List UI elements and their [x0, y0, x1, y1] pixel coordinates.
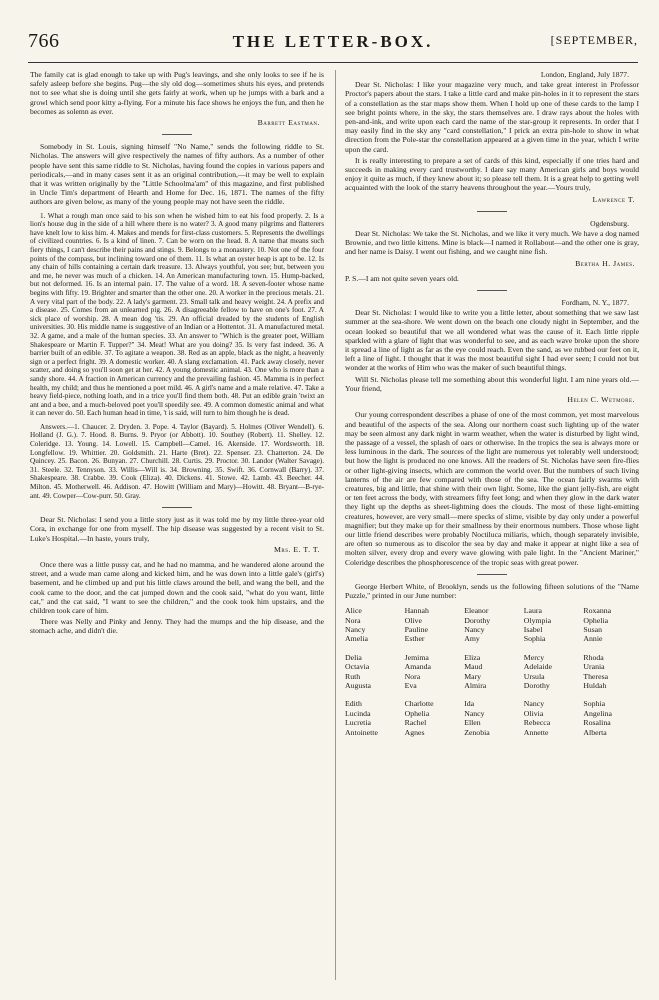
- name-solution-item: Adelaide: [523, 662, 552, 672]
- name-solution-group: [345, 699, 401, 737]
- name-solution-item: Lucinda: [345, 708, 371, 718]
- name-solution-item: Sophia: [583, 699, 606, 709]
- letter-paragraph: Will St. Nicholas please tell me something about this wonderful light. I am nine years old.—Your friend,: [345, 374, 639, 393]
- dateline: London, England, July 1877.: [540, 70, 629, 79]
- name-solution-group: [524, 606, 580, 644]
- name-solution-item: Olympia: [523, 615, 552, 625]
- name-solution-item: Esther: [404, 634, 425, 644]
- name-solution-item: Angelina: [583, 708, 612, 718]
- dateline: Fordham, N. Y., 1877.: [561, 298, 629, 308]
- name-solution-item: Dorothy: [464, 615, 491, 625]
- running-title: THE LETTER-BOX.: [232, 32, 434, 51]
- name-solution-item: Mercy: [523, 652, 545, 662]
- separator: [477, 574, 507, 575]
- name-solution-item: Almira: [464, 681, 487, 690]
- name-solution-item: Eliza: [464, 652, 481, 662]
- left-column: [30, 70, 324, 638]
- name-solution-item: Isabel: [523, 624, 543, 634]
- letter-paragraph: It is really interesting to prepare a set of cards of this kind, especially if one tries hard and succeeds in making every card trustworthy. I dare say many American girls and boys would enjoy it quite as much, if they knew about it; so please tell them. It is a great help to getting well acquainted with the look of the starry heavens throughout the year.—Yours truly,: [345, 155, 639, 193]
- riddle-intro: Somebody in St. Louis, signing himself "No Name," sends the following riddle to St. Nicholas. The answers will give respectively the names of fifty authors. As a number of other people have sent this same riddle to St. Nicholas, having found the copies in various papers and periodicals,—and in many cases sent it as an original contribution,—it may be well to explain that it was written originally by the "Little Schoolma'am" of this magazine, and first published in Uncle Tim's department of Hearth and Home for Dec. 16, 1871. The names of the fifty authors are given below, as many of the young people may not have seen the riddle.: [30, 142, 324, 207]
- letter-paragraph: Dear St. Nicholas: I send you a little story just as it was told me by my little three-year old Cora, in exchange for one from myself. The hip disease was suggested by a recent visit to St. Luke's Hospital.—In haste, yours truly,: [30, 515, 324, 543]
- name-solution-item: Ida: [464, 699, 475, 709]
- name-solution-group: [583, 699, 639, 737]
- signature: Lawrence T.: [592, 194, 635, 204]
- name-solution-item: Amelia: [345, 634, 368, 644]
- name-solution-item: Nancy: [523, 699, 545, 709]
- name-solution-group: [464, 699, 520, 737]
- name-solution-group: [405, 699, 461, 737]
- name-solution-item: Huldah: [583, 681, 607, 690]
- separator: [162, 134, 192, 135]
- name-solution-item: Eva: [404, 681, 417, 690]
- name-solution-item: Charlotte: [404, 699, 434, 709]
- letter-paragraph: Dear St. Nicholas: We take the St. Nicholas, and we like it very much. We have a dog named Brownie, and two little kittens. Mine is black—I named it Rollabout—and the other one is gray, and her name is Daisy. I went out fishing, and we caught nine fish.: [345, 229, 639, 257]
- name-solution-item: Roxanna: [583, 606, 612, 616]
- name-solution-item: Edith: [345, 699, 362, 709]
- name-solution-item: Olivia: [523, 708, 544, 718]
- name-solution-item: Annie: [583, 634, 603, 644]
- column-divider: [335, 70, 336, 980]
- name-solution-item: Susan: [583, 624, 603, 634]
- name-solution-item: Agnes: [404, 727, 425, 737]
- story-paragraph: There was Nelly and Pinky and Jenny. They had the mumps and the hip disease, and the stomach ache, and didn't die.: [30, 617, 324, 636]
- name-solution-item: Rebecca: [523, 718, 551, 728]
- name-solution-item: Dorothy: [523, 681, 550, 690]
- name-solution-item: Jemima: [404, 652, 429, 662]
- name-solution-item: Ophelia: [404, 708, 430, 718]
- name-solution-item: Augusta: [345, 681, 371, 690]
- name-solution-item: Ophelia: [583, 615, 609, 625]
- name-solution-item: Rhoda: [583, 652, 604, 662]
- name-solution-item: Nora: [345, 615, 361, 625]
- name-solution-item: Ursula: [523, 671, 545, 681]
- name-solution-item: Ruth: [345, 671, 361, 681]
- name-solution-item: Nora: [404, 671, 421, 681]
- name-solution-item: Octavia: [345, 662, 370, 672]
- name-puzzle-solutions: [345, 606, 639, 746]
- signature: Barrett Eastman.: [257, 118, 320, 128]
- name-solution-item: Maud: [464, 662, 483, 672]
- name-solution-item: Alberta: [583, 727, 607, 737]
- name-solution-group: [345, 606, 401, 644]
- page-header: [28, 30, 638, 56]
- name-solution-item: Zenobia: [464, 727, 490, 737]
- header-rule: [28, 62, 638, 63]
- name-solution-item: Theresa: [583, 671, 609, 681]
- name-solution-group: [583, 606, 639, 644]
- name-solution-item: Rosalina: [583, 718, 611, 728]
- name-solution-group: [345, 653, 401, 691]
- postscript: P. S.—I am not quite seven years old.: [345, 273, 459, 283]
- name-solution-item: Urania: [583, 662, 605, 672]
- story-paragraph: Once there was a little pussy cat, and he had no mamma, and he wandered alone around the street, and a wude man came along and kicked him, and he was down into a little gale's (girl's) basement, and he climbed up and put his little claws around the bell, and wang the bell, and the cook came to the door, and the cat jumped down and the cook said, "what do you want, little cat," and the cat said, "I want to see the children," and the cook took him upstairs, and the children took care of him.: [30, 560, 324, 616]
- name-solution-group: [583, 653, 639, 691]
- letter-paragraph: Dear St. Nicholas: I would like to write you a little letter, about something that we saw last summer at the sea-shore. We went down on the beach one cloudy night in September, and the ocean looked so beautiful that we all wondered what was the cause of it. Each little ripple sparkled with a glare of light that was wonderful to see, and as each wave broke upon the shore it spread a line of light as far as the eye could reach. Even the sand, as we rubbed our feet on it, left a line of light. I thought that it was the most beautiful sight I had ever seen; I could not but wonder at the works of Him who was the maker of such beautiful things.: [345, 308, 639, 373]
- separator: [162, 507, 192, 508]
- name-solution-group: [405, 653, 461, 691]
- signature: Helen C. Wetmore.: [567, 395, 635, 405]
- name-solution-group: [464, 653, 520, 691]
- name-solution-item: Nancy: [464, 708, 485, 718]
- name-solution-item: Eleanor: [464, 606, 489, 616]
- separator: [477, 211, 507, 212]
- name-solution-group: [405, 606, 461, 644]
- name-solution-item: Sophia: [523, 634, 546, 644]
- signature: Mrs. E. T. T.: [273, 544, 320, 554]
- name-solution-item: Nancy: [345, 624, 366, 634]
- name-solution-item: Lucretia: [345, 718, 371, 728]
- name-solution-item: Nancy: [464, 624, 485, 634]
- right-column: [345, 70, 639, 746]
- name-solution-item: Alice: [345, 606, 362, 616]
- letter-paragraph: Dear St. Nicholas: I like your magazine very much, and take great interest in Professor Proctor's papers about the stars. I take a little card and make pin-holes in it to represent the stars of a constellation as the star maps show them. When I hold up one of these cards to the lamp I see bright points where, in the sky, the stars themselves are. I draw rays about the holes with pen-and-ink, and write upon each card the name of the star-group it represents. In order that I may easily find in the sky any "card constellation," I prick an extra pin-hole to show in what direction from the Pole-star the constellation appeared at a given time in the year, which I write upon the card.: [345, 80, 639, 154]
- name-solution-item: Hannah: [404, 606, 429, 616]
- letter-paragraph: The family cat is glad enough to take up with Pug's leavings, and she only looks to see if he is safely asleep before she begins. Pug—the sly old dog—sometimes shuts his eyes, and pretends not to see what she is doing until she gets fairly at work, when up he jumps with a bark and a growl which send poor kitty a-flying. For a minute his face shows he enjoys the fun, and then he becomes as solemn as ever.: [30, 70, 324, 116]
- separator: [477, 290, 507, 291]
- name-solution-item: Rachel: [404, 718, 427, 728]
- riddle-text: 1. What a rough man once said to his son when he wished him to eat his food properly. 2. Is a lion's house dug in the side of a hill where there is no water? 3. A good many pilgrims and flatterers have knelt low to kiss him. 4. Makes and mends for first-class customers. 5. Represents the dwellings of civilized countries. 6. Is a kind of linen. 7. Can be worn on the head. 8. A name that means such fiery things, I can't describe their pains and stings. 9. Belongs to a monastery. 10. Not one of the four points of the compass, but inclining toward one of them. 11. Is what an oyster heap is apt to be. 12. Is any chain of hills containing a certain dark treasure. 13. Always youthful, you see; but, between you and me, he never was much of a chicken. 14. An American manufacturing town. 15. Hump-backed, but not deformed. 16. Is an internal pain. 17. The value of a word. 18. A seven-footer whose name begins with fifty. 19. Brighter and smarter than the other one. 20. A worker in the precious metals. 21. A very vital part of the body. 22. A lady's garment. 23. Small talk and heavy weight. 24. A prefix and a disease. 25. Comes from an unlearned pig. 26. A disagreeable fellow to have on one's foot. 27. A sick place of worship. 28. A mean dog 'tis. 29. An official dreaded by the students of English universities. 30. His middle name is suggestive of an Indian or a Hottentot. 31. A manufactured metal. 32. A game, and a male of the human species. 33. An answer to "Which is the greater poet, William Shakespeare or Martin F. Tupper?" 34. Meat! What are you doing? 35. Is very fast indeed. 36. A barrier built of an edible. 37. To agitate a weapon. 38. Red as an apple, black as the night, a heavenly sign or a perfect fright. 39. A domestic worker. 40. A slang exclamation. 41. Pack away closely, never scatter, and doing so you'll soon get at her. 42. A young domestic animal. 43. One who is more than a sandy shore. 44. A fraction in American currency and the prevailing fashion. 45. Mamma is in perfect health, my child; and thus he mentioned a poet mild. 46. A girl's name and a male relative. 47. Take a heavy field-piece, nothing loath, and in a trice you'll find them both. 48. Put an edible grain 'twixt an ant and a bee, and a much-beloved poet you'll speedily see. 49. A common domestic animal and what it can never do. 50. Each human head in time, 't is said, will turn to him though he is dead.: [30, 211, 324, 418]
- name-solution-item: Laura: [523, 606, 542, 616]
- name-solution-group: [524, 699, 580, 737]
- name-solution-item: Amanda: [404, 662, 432, 672]
- signature: Bertha H. James.: [575, 258, 635, 268]
- name-solution-item: Pauline: [404, 624, 428, 634]
- running-month: [SEPTEMBER,: [550, 33, 638, 47]
- editor-response: Our young correspondent describes a phase of one of the most common, yet most marvelous and beautiful of the aspects of the sea. Along our northern coast such lighting up of the water may be seen almost any dark night in warm weather, when the water is disturbed by light wind, the passage of a vessel, the splash of oars or otherwise. In the tropics the sea is always more or less luminous in the dark. The sources of the light are numerous yet tolerably well understood; but how the light is produced no one knows. All the readers of St. Nicholas have seen fire-flies or other light-giving insects, which are common the world over. But the numbers of such living lanterns of the air are few compared with those of the sea. The ocean fairly swarms with creatures, big and little, that shine with their own light. Some, like the giant jelly-fish, are eight or ten feet across the body, with streamers fifty feet long; and when they glow in the dark water they light up the depths as sheet-lightning does the clouds. The most of these light-emitting creatures, however, are very small—mere specks of slime, visible by day only under a powerful magnifier; but they make up for their smallness by their enormous numbers. Those whose light our little friend describes were probably Noctiluca miliaris, which, though separately invisible, are often so numerous as to discolor the sea by day and make it appear at night like a sea of molten silver, every drop and every wave glowing with pale light. In the "Ancient Mariner," Coleridge describes the phosphorescence of the tropic seas with great power.: [345, 410, 639, 567]
- name-solution-item: Delia: [345, 652, 362, 662]
- name-solution-item: Annette: [523, 727, 549, 737]
- name-solution-item: Antoinette: [345, 727, 378, 737]
- riddle-answers: Answers.—1. Chaucer. 2. Dryden. 3. Pope. 4. Taylor (Bayard). 5. Holmes (Oliver Wendell). 6. Holland (J. G.). 7. Hood. 8. Burns. 9. Pryor (or Abbott). 10. Southey (Robert). 11. Shelley. 12. Coleridge. 13. Young. 14. Lowell. 15. Campbell—Camel. 16. Akenside. 17. Wordsworth. 18. Longfellow. 19. Whittier. 20. Goldsmith. 21. Harte (Bret). 22. Spenser. 23. Chatterton. 24. De Quincey. 25. Bacon. 26. Bunyan. 27. Churchill. 28. Curtis. 29. Proctor. 30. Landor (Walter Savage). 31. Steele. 32. Tennyson. 33. Willis—Will is. 34. Browning. 35. Swift. 36. Cornwall (Barry). 37. Shakespeare. 38. Crabbe. 39. Cook (Eliza). 40. Dickens. 41. Stowe. 42. Lamb. 43. Beecher. 44. Milton. 45. Motherwell. 46. Addison. 47. Howitt (William and Mary)—Howitt. 48. Bryant—B-rye-ant. 49. Cowper—Cow-purr. 50. Gray.: [30, 422, 324, 500]
- name-solution-item: Ellen: [464, 718, 481, 728]
- name-solution-group: [524, 653, 580, 691]
- name-solution-item: Mary: [464, 671, 482, 681]
- name-solution-item: Amy: [464, 634, 480, 644]
- page-number: 766: [28, 30, 60, 52]
- dateline: Ogdensburg.: [590, 218, 629, 228]
- name-solution-item: Olive: [404, 615, 422, 625]
- name-puzzle-intro: George Herbert White, of Brooklyn, sends us the following fifteen solutions of the "Name Puzzle," printed in our June number:: [345, 581, 639, 600]
- name-solution-group: [464, 606, 520, 644]
